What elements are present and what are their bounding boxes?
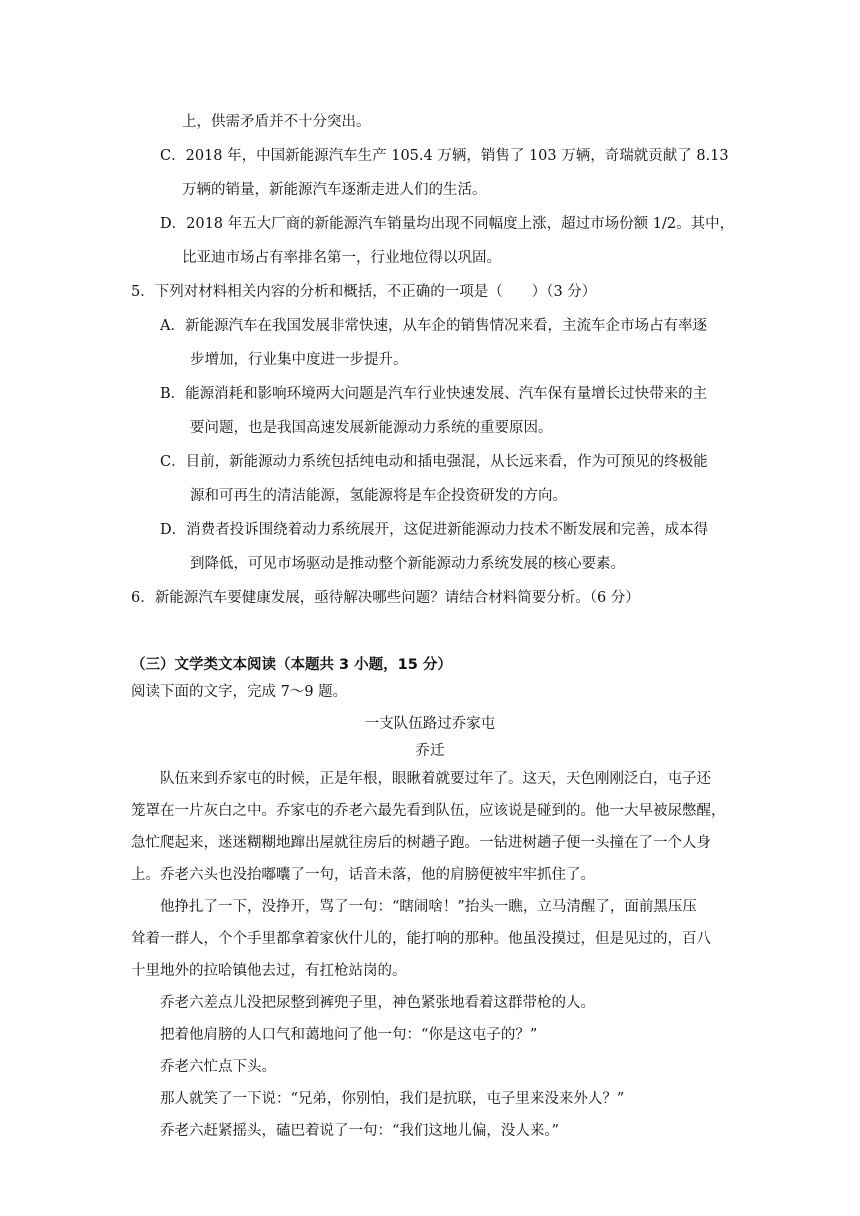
q4-option-d-line2: 比亚迪市场占有率排名第一，行业地位得以巩固。 [182, 250, 501, 266]
q5-option-c-line1: C．目前，新能源动力系统包括纯电动和插电强混，从长远来看，作为可预见的终极能 [160, 454, 708, 470]
paragraph-4: 把着他肩膀的人口气和蔼地问了他一句：“你是这屯子的？” [160, 1027, 538, 1043]
paragraph-1-line-1: 队伍来到乔家屯的时候，正是年根，眼瞅着就要过年了。这天，天色刚刚泛白，屯子还 [160, 771, 711, 787]
q4-option-c-line2: 万辆的销量，新能源汽车逐渐走进人们的生活。 [182, 182, 487, 198]
paragraph-1-line-3: 急忙爬起来，迷迷糊糊地蹿出屋就往房后的树趟子跑。一钻进树趟子便一头撞在了一个人身 [131, 835, 711, 851]
q4-option-b-line2: 上，供需矛盾并不十分突出。 [182, 114, 371, 130]
story-title: 一支队伍路过乔家屯 [364, 716, 496, 732]
story-author: 乔迁 [415, 743, 445, 759]
paragraph-2-line-2: 耸着一群人，个个手里都拿着家伙什儿的，能打响的那种。他虽没摸过，但是见过的，百八 [131, 931, 711, 947]
paragraph-1-line-4: 上。乔老六头也没抬嘟囔了一句，话音未落，他的肩膀便被牢牢抓住了。 [131, 867, 595, 883]
q5-option-b-line1: B．能源消耗和影响环境两大问题是汽车行业快速发展、汽车保有量增长过快带来的主 [160, 386, 708, 402]
q5-option-b-line2: 要问题，也是我国高速发展新能源动力系统的重要原因。 [190, 420, 553, 436]
q5-option-d-line1: D．消费者投诉围绕着动力系统展开，这促进新能源动力技术不断发展和完善，成本得 [160, 522, 709, 538]
paragraph-2-line-3: 十里地外的拉哈镇他去过，有扛枪站岗的。 [131, 963, 407, 979]
q4-option-c-line1: C．2018 年，中国新能源汽车生产 105.4 万辆，销售了 103 万辆，奇瑞就贡献了 8.13 [160, 148, 729, 164]
paragraph-2-line-1: 他挣扎了一下，没挣开，骂了一句：“瞎闹啥！”抬头一瞧，立马清醒了，面前黑压压 [160, 899, 697, 915]
paragraph-3: 乔老六差点儿没把尿整到裤兜子里，神色紧张地看着这群带枪的人。 [160, 995, 595, 1011]
section-heading: （三）文学类文本阅读（本题共 3 小题，15 分） [131, 657, 452, 673]
q6-stem: 6．新能源汽车要健康发展，亟待解决哪些问题？请结合材料简要分析。（6 分） [131, 590, 640, 606]
paragraph-6: 那人就笑了一下说：“兄弟，你别怕，我们是抗联，屯子里来没来外人？” [160, 1091, 625, 1107]
section-instruction: 阅读下面的文字，完成 7～9 题。 [131, 684, 348, 700]
q5-stem: 5．下列对材料相关内容的分析和概括，不正确的一项是（ ）（3 分） [131, 284, 597, 300]
paragraph-7: 乔老六赶紧摇头，磕巴着说了一句：“我们这地儿偏，没人来。” [160, 1123, 560, 1139]
q5-option-a-line1: A．新能源汽车在我国发展非常快速，从车企的销售情况来看，主流车企市场占有率逐 [160, 318, 707, 334]
paragraph-5: 乔老六忙点下头。 [160, 1059, 276, 1075]
q5-option-a-line2: 步增加，行业集中度进一步提升。 [190, 352, 408, 368]
q4-option-d-line1: D．2018 年五大厂商的新能源汽车销量均出现不同幅度上涨，超过市场份额 1/2。其中， [160, 216, 735, 232]
q5-option-c-line2: 源和可再生的清洁能源，氢能源将是车企投资研发的方向。 [190, 488, 567, 504]
paragraph-1-line-2: 笼罩在一片灰白之中。乔家屯的乔老六最先看到队伍，应该说是碰到的。他一大早被尿憋醒， [131, 803, 726, 819]
q5-option-d-line2: 到降低，可见市场驱动是推动整个新能源动力系统发展的核心要素。 [190, 556, 625, 572]
